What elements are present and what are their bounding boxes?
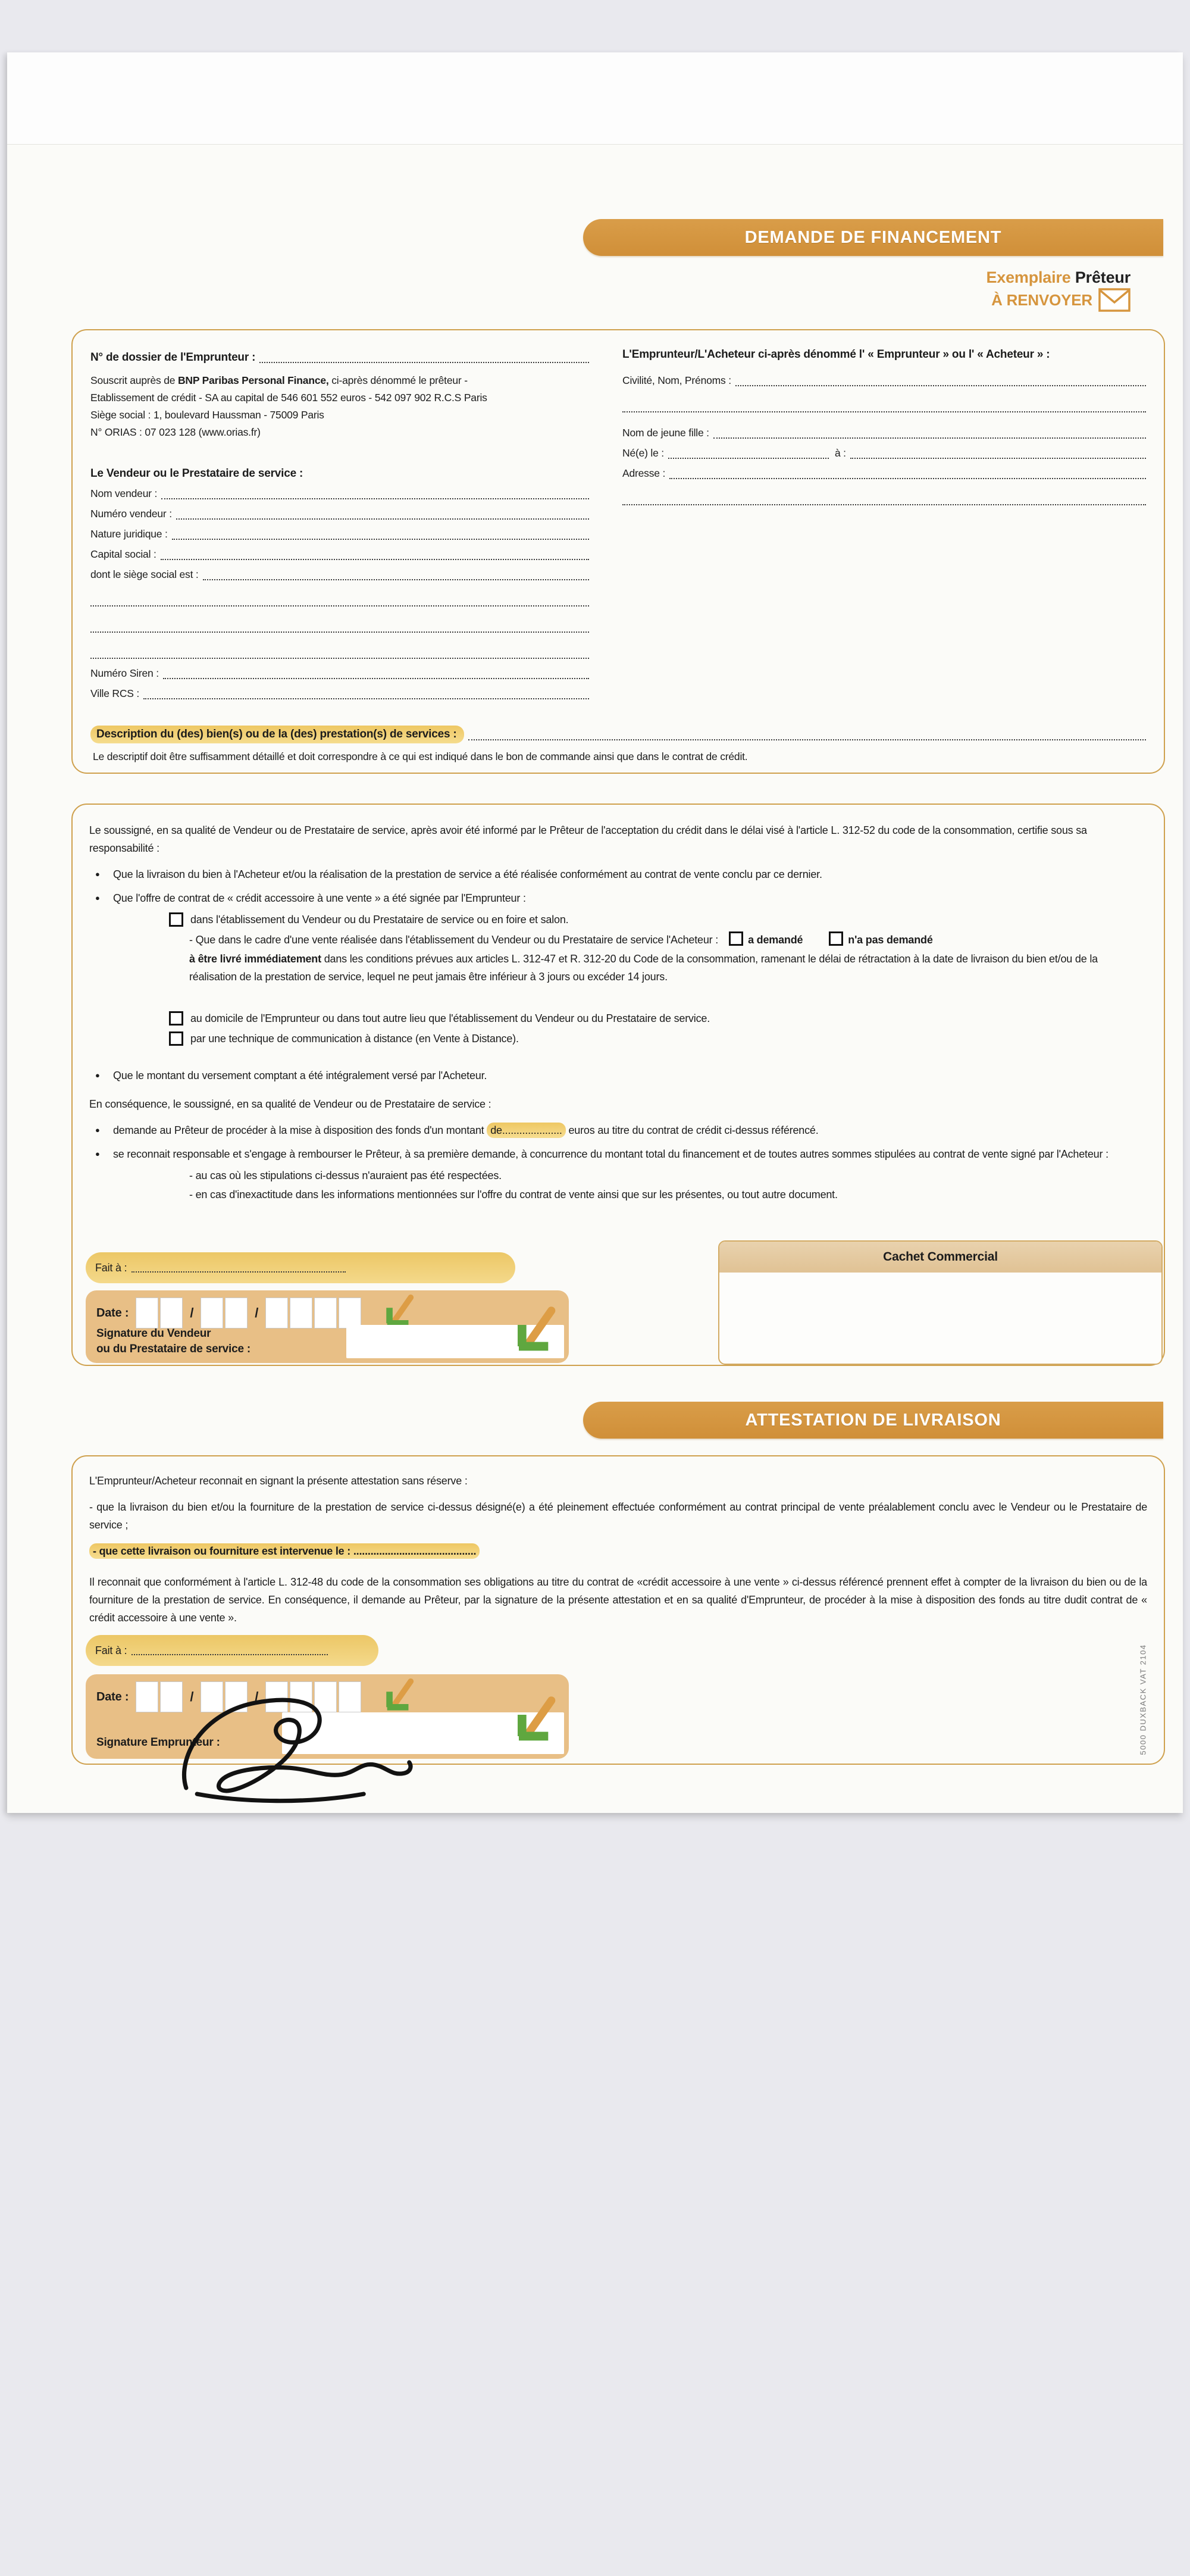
vendor-name-row [90, 482, 589, 502]
checkbox-domicile[interactable] [169, 1011, 183, 1026]
dossier-row [90, 346, 589, 366]
attestation-item2 [89, 1542, 1147, 1560]
handwritten-signature [163, 1690, 443, 1806]
lender-name: BNP Paribas Personal Finance, [177, 374, 329, 386]
vendor-signature-label [96, 1326, 250, 1357]
sub-clause-demande-text: - Que dans le cadre d'une vente réalisée dans l'établissement du Vendeur ou du Prestataire de service l'Acheteur : [189, 934, 719, 946]
date-cell[interactable] [201, 1298, 223, 1328]
certification-bullet3: ● Que le montant du versement comptant a été intégralement versé par l'Acheteur. [92, 1067, 1147, 1084]
banner-title: ATTESTATION DE LIVRAISON [745, 1410, 1001, 1430]
spacer [89, 1050, 1147, 1061]
borrower-maiden-field[interactable] [713, 437, 1146, 439]
vendor-siren-field[interactable] [163, 678, 589, 679]
certification-bullet2: ● Que l'offre de contrat de « crédit accessoire à une vente » a été signée par l'Emprunteur : [92, 889, 1147, 907]
borrower-civility-label: Civilité, Nom, Prénoms : [622, 374, 731, 386]
vendor-hq-field-line3[interactable] [90, 632, 589, 633]
borrower-address-row [622, 462, 1146, 482]
attestation-intro: L'Emprunteur/Acheteur reconnait en signant la présente attestation sans réserve : [89, 1475, 468, 1487]
checkbox-row-domicile [169, 1009, 1147, 1027]
lender-identity [90, 372, 589, 441]
vendor-siren-row [90, 662, 589, 682]
date-cell[interactable] [136, 1298, 158, 1328]
livre-immediatement-rest: dans les conditions prévues aux articles L. 312-47 et R. 312-20 du Code de la consommation, ramenant le délai de rétractation à la date de livraison du bien et/ou de la réalisation de la prestation de service, lequel ne peut jamais être inférieur à 3 jours ou excéder 14 jours. [189, 953, 1098, 983]
borrower-born-label: Né(e) le : [622, 447, 664, 459]
sign-here-icon [382, 1294, 416, 1328]
date-label: Date : [96, 1690, 129, 1703]
vendor-legal-field[interactable] [172, 539, 589, 540]
borrower-address-field[interactable] [669, 478, 1146, 479]
vendor-number-row [90, 502, 589, 523]
attestation-body: Il reconnait que conformément à l'article L. 312-48 du code de la consommation ses obligations au titre du contrat de «crédit accessoire à une vente » ci-dessus référencé prennent effet à compter de la livraison du bien ou de la fourniture de la prestation de service. En conséquence, il demande au Prêteur, par la signature de la présente attestation et en sa qualité d'Emprunteur, de procéder à la mise à disposition des fonds au titre dudit contrat de « crédit accessoire à une vente ». [89, 1576, 1147, 1624]
borrower-address-extra-row [622, 488, 1146, 508]
sub-clause-demande [189, 931, 1147, 949]
checkbox-na-pas-demande[interactable] [829, 931, 843, 946]
date-cell[interactable] [265, 1298, 288, 1328]
vendor-number-field[interactable] [176, 518, 589, 520]
date-cell[interactable] [160, 1298, 183, 1328]
certification-section [71, 804, 1165, 1366]
borrower-birthplace-field[interactable] [850, 458, 1146, 459]
borrower-name-extra-row [622, 395, 1146, 415]
date-month-cells [201, 1298, 248, 1328]
consequence-intro: En conséquence, le soussigné, en sa qualité de Vendeur ou de Prestataire de service : [89, 1098, 491, 1110]
date-cell[interactable] [136, 1681, 158, 1712]
banner-attestation-de-livraison [583, 1402, 1163, 1439]
borrower-title: L'Emprunteur/L'Acheteur ci-après dénommé l' « Emprunteur » ou l' « Acheteur » : [622, 348, 1050, 361]
borrower-column [622, 346, 1146, 702]
date-separator: / [190, 1305, 194, 1320]
lender-line1 [90, 372, 589, 389]
vendor-hq-field[interactable] [203, 579, 589, 580]
borrower-maiden-row [622, 421, 1146, 442]
bullet5-sub2: - en cas d'inexactitude dans les informations mentionnées sur l'offre du contrat de vente ainsi que sur les présentes, ou tout autre document. [189, 1189, 838, 1201]
vendor-date-signature-box [86, 1290, 569, 1363]
copy-recipient: Prêteur [1075, 268, 1130, 286]
commercial-stamp-box[interactable] [718, 1240, 1163, 1365]
lender-line4: N° ORIAS : 07 023 128 (www.orias.fr) [90, 426, 261, 438]
vendor-hq-extra-row-3 [90, 642, 589, 662]
bullet5-sub1: - au cas où les stipulations ci-dessus n'auraient pas été respectées. [189, 1170, 502, 1181]
exemplaire-label: Exemplaire [986, 268, 1071, 286]
date-separator: / [255, 1689, 259, 1704]
borrower-birthdate-field[interactable] [668, 458, 829, 459]
lender-line3: Siège social : 1, boulevard Haussman - 75009 Paris [90, 409, 324, 421]
fait-a-label: Fait à : [95, 1645, 127, 1656]
date-label: Date : [96, 1306, 129, 1320]
vendor-siren-label: Numéro Siren : [90, 667, 159, 679]
dossier-label: N° de dossier de l'Emprunteur : [90, 351, 256, 364]
page-top-edge [7, 52, 1183, 145]
date-cell[interactable] [339, 1298, 361, 1328]
vendor-hq-field-line4[interactable] [90, 658, 589, 659]
envelope-icon [1098, 288, 1130, 312]
vendor-rcs-label: Ville RCS : [90, 687, 140, 699]
borrower-civility-field[interactable] [735, 385, 1146, 386]
copy-tag [986, 267, 1130, 312]
borrower-civility-row [622, 369, 1146, 389]
description-field[interactable] [468, 739, 1146, 740]
vendor-hq-field-line2[interactable] [90, 605, 589, 607]
date-separator: / [255, 1305, 259, 1320]
delivery-date-highlight[interactable]: - que cette livraison ou fourniture est intervenue le : ........................................... [89, 1543, 480, 1559]
cachet-commercial-label: Cachet Commercial [883, 1250, 998, 1264]
amount-field-highlight[interactable]: de..................... [487, 1123, 565, 1138]
fait-a-bar-borrower [86, 1635, 378, 1666]
vendor-hq-label: dont le siège social est : [90, 568, 199, 580]
vendor-hq-extra-row-2 [90, 615, 589, 636]
print-reference-code: 5000 DUXBACK VAT 2104 [1138, 1644, 1148, 1755]
checkbox-domicile-label: au domicile de l'Emprunteur ou dans tout autre lieu que l'établissement du Vendeur ou du Prestataire de service. [190, 1012, 710, 1024]
date-cell[interactable] [225, 1298, 248, 1328]
checkbox-a-demande[interactable] [729, 931, 743, 946]
checkbox-distance[interactable] [169, 1031, 183, 1046]
date-year-cells [265, 1298, 361, 1328]
borrower-signature-label: Signature Emprunteur : [96, 1736, 220, 1749]
vendor-hq-row [90, 563, 589, 583]
option-a-demande-label: a demandé [748, 934, 803, 946]
vendor-name-field[interactable] [161, 498, 589, 499]
fait-a-field-borrower[interactable] [131, 1654, 328, 1655]
certification-bullet5: ● se reconnait responsable et s'engage à rembourser le Prêteur, à sa première demande, à concurrence du montant total du financement et de toutes autres sommes stipulées au contrat de vente signé par l'Acheteur : [92, 1145, 1147, 1163]
vendor-name-label: Nom vendeur : [90, 487, 158, 499]
bullet4-pre: demande au Prêteur de procéder à la mise à disposition des fonds d'un montant [113, 1124, 487, 1136]
vendor-signature-label-line2: ou du Prestataire de service : [96, 1343, 251, 1355]
sub-clause-livraison-immediate [189, 950, 1147, 986]
borrower-civility-field-line2[interactable] [622, 411, 1146, 412]
vendor-signature-label-line1: Signature du Vendeur [96, 1327, 211, 1340]
checkbox-row-distance [169, 1030, 1147, 1048]
description-note: Le descriptif doit être suffisamment détaillé et doit correspondre à ce qui est indiqué dans le bon de commande ainsi que dans le contrat de crédit. [93, 751, 748, 762]
date-separator: / [190, 1689, 194, 1704]
certification-intro: Le soussigné, en sa qualité de Vendeur ou de Prestataire de service, après avoir été informé par le Prêteur de l'acceptation du crédit dans le délai visé à l'article L. 312-52 du code de la consommation, certifie sous sa responsabilité : [89, 824, 1087, 854]
scanned-form-page [7, 52, 1183, 1813]
parties-columns [90, 346, 1146, 702]
checkbox-establishment-label: dans l'établissement du Vendeur ou du Prestataire de service ou en foire et salon. [190, 914, 569, 926]
copy-tag-line1 [986, 267, 1130, 288]
lender-line1-pre: Souscrit auprès de [90, 374, 178, 386]
livre-immediatement-bold: à être livré immédiatement [189, 953, 321, 965]
vendor-rcs-field[interactable] [143, 698, 589, 699]
fait-a-bar-vendor [86, 1252, 515, 1283]
sign-here-icon [512, 1306, 559, 1353]
checkbox-row-establishment [169, 911, 1147, 929]
attestation-item1: - que la livraison du bien et/ou la fourniture de la prestation de service ci-dessus désigné(e) a été pleinement effectuée conformément au contrat principal de vente préalablement conclu avec le Vendeur ou le Prestataire de service ; [89, 1501, 1147, 1531]
vendor-capital-label: Capital social : [90, 548, 156, 560]
fait-a-label: Fait à : [95, 1262, 127, 1274]
checkbox-distance-label: par une technique de communication à distance (en Vente à Distance). [190, 1033, 519, 1045]
parties-section [71, 329, 1165, 774]
description-row [90, 726, 1146, 743]
borrower-born-at-label: à : [834, 447, 846, 459]
option-na-pas-demande-label: n'a pas demandé [848, 934, 933, 946]
date-cell[interactable] [290, 1298, 312, 1328]
certification-bullet1: ● Que la livraison du bien à l'Acheteur et/ou la réalisation de la prestation de service a été réalisée conformément au contrat de vente conclu par ce dernier. [92, 865, 1147, 883]
date-cell[interactable] [314, 1298, 337, 1328]
copy-tag-line2 [986, 288, 1130, 312]
borrower-address-label: Adresse : [622, 467, 666, 479]
cachet-commercial-header [719, 1242, 1161, 1273]
vendor-capital-field[interactable] [161, 559, 589, 560]
a-renvoyer-label: À RENVOYER [991, 291, 1092, 309]
borrower-birth-row [622, 442, 1146, 462]
vendor-title: Le Vendeur ou le Prestataire de service : [90, 467, 303, 480]
vendor-capital-row [90, 543, 589, 563]
lender-vendor-column [90, 346, 589, 702]
dossier-number-field[interactable] [259, 362, 589, 363]
vendor-date-row [96, 1298, 361, 1328]
sign-here-icon [512, 1696, 559, 1743]
certification-bullet4 [92, 1121, 1147, 1139]
lender-line1-post: ci-après dénommé le prêteur - [328, 374, 468, 386]
vendor-number-label: Numéro vendeur : [90, 508, 172, 520]
borrower-address-field-line2[interactable] [622, 504, 1146, 505]
borrower-maiden-label: Nom de jeune fille : [622, 427, 709, 439]
description-label: Description du (des) bien(s) ou de la (des) prestation(s) de services : [90, 726, 464, 743]
vendor-hq-extra-row-1 [90, 589, 589, 609]
vendor-legal-row [90, 523, 589, 543]
lender-line2: Etablissement de crédit - SA au capital de 546 601 552 euros - 542 097 902 R.C.S Paris [90, 392, 487, 404]
date-day-cells [136, 1298, 183, 1328]
fait-a-field-vendor[interactable] [131, 1271, 346, 1273]
banner-demande-de-financement [583, 219, 1163, 256]
spacer [89, 987, 1147, 1007]
vendor-rcs-row [90, 682, 589, 702]
description-block [90, 726, 1146, 763]
checkbox-establishment[interactable] [169, 912, 183, 927]
bullet4-post: euros au titre du contrat de crédit ci-dessus référencé. [565, 1124, 819, 1136]
banner-title: DEMANDE DE FINANCEMENT [744, 227, 1002, 247]
vendor-legal-label: Nature juridique : [90, 528, 168, 540]
